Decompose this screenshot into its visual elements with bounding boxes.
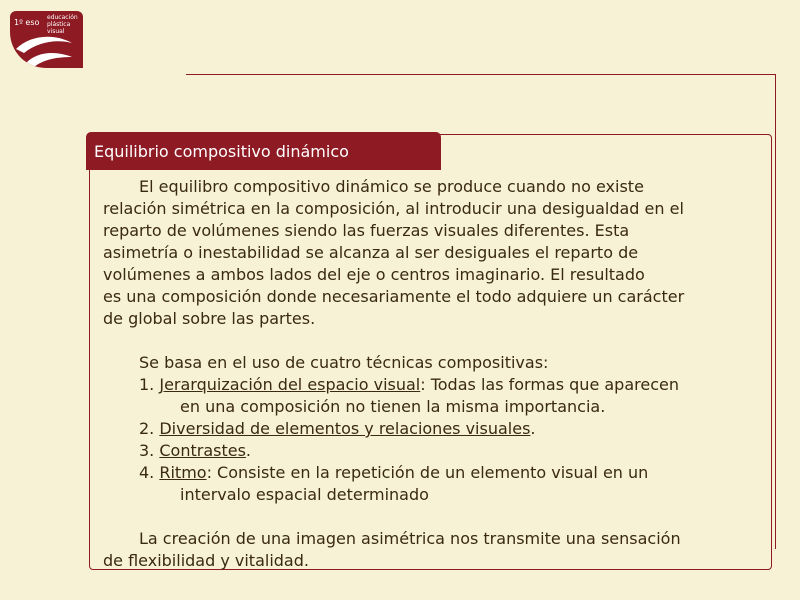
technique-description: : Todas las formas que aparecen bbox=[420, 375, 679, 394]
technique-item bbox=[103, 374, 771, 396]
technique-link-diversidad[interactable]: Diversidad de elementos y relaciones visuales bbox=[159, 419, 531, 438]
logo-subject-line: educación bbox=[47, 14, 78, 21]
technique-item bbox=[103, 440, 771, 462]
body-text bbox=[103, 176, 771, 572]
blank-line bbox=[103, 506, 771, 528]
paragraph-line: es una composición donde necesariamente el todo adquiere un carácter bbox=[103, 287, 685, 306]
technique-number: 1. bbox=[139, 375, 160, 394]
section-title: Equilibrio compositivo dinámico bbox=[94, 142, 349, 161]
paragraph-line: asimetría o inestabilidad se alcanza al ser desiguales el reparto de bbox=[103, 243, 639, 262]
paragraph-line: relación simétrica en la composición, al introducir una desigualdad en el bbox=[103, 199, 684, 218]
closing-line: de flexibilidad y vitalidad. bbox=[103, 551, 309, 570]
technique-link-ritmo[interactable]: Ritmo bbox=[159, 463, 207, 482]
technique-continuation: en una composición no tienen la misma importancia. bbox=[180, 397, 606, 416]
paragraph-line: El equilibro compositivo dinámico se produce cuando no existe bbox=[139, 177, 644, 196]
techniques-intro: Se basa en el uso de cuatro técnicas compositivas: bbox=[139, 353, 549, 372]
logo-subject-line: plástica bbox=[47, 21, 71, 28]
technique-link-contrastes[interactable]: Contrastes bbox=[159, 441, 246, 460]
logo-level-label: 1º eso bbox=[14, 18, 40, 27]
paragraph-line: de global sobre las partes. bbox=[103, 309, 316, 328]
logo-subject-line: visual bbox=[47, 28, 65, 35]
header-divider bbox=[186, 74, 776, 75]
technique-description: : Consiste en la repetición de un elemento visual en un bbox=[206, 463, 649, 482]
closing-line: La creación de una imagen asimétrica nos transmite una sensación bbox=[139, 529, 681, 548]
technique-link-jerarquizacion[interactable]: Jerarquización del espacio visual bbox=[159, 375, 421, 394]
technique-item bbox=[103, 462, 771, 484]
section-title-tab bbox=[86, 132, 441, 170]
technique-description: . bbox=[245, 441, 251, 460]
course-logo bbox=[10, 11, 83, 68]
right-divider bbox=[775, 74, 776, 549]
paragraph-line: volúmenes a ambos lados del eje o centros imaginario. El resultado bbox=[103, 265, 645, 284]
technique-item bbox=[103, 418, 771, 440]
blank-line bbox=[103, 330, 771, 352]
logo-subject-label bbox=[47, 14, 81, 35]
technique-description: . bbox=[530, 419, 536, 438]
technique-number: 4. bbox=[139, 463, 160, 482]
paragraph-line: reparto de volúmenes siendo las fuerzas visuales diferentes. Esta bbox=[103, 221, 630, 240]
technique-continuation: intervalo espacial determinado bbox=[180, 485, 429, 504]
technique-number: 3. bbox=[139, 441, 160, 460]
technique-number: 2. bbox=[139, 419, 160, 438]
